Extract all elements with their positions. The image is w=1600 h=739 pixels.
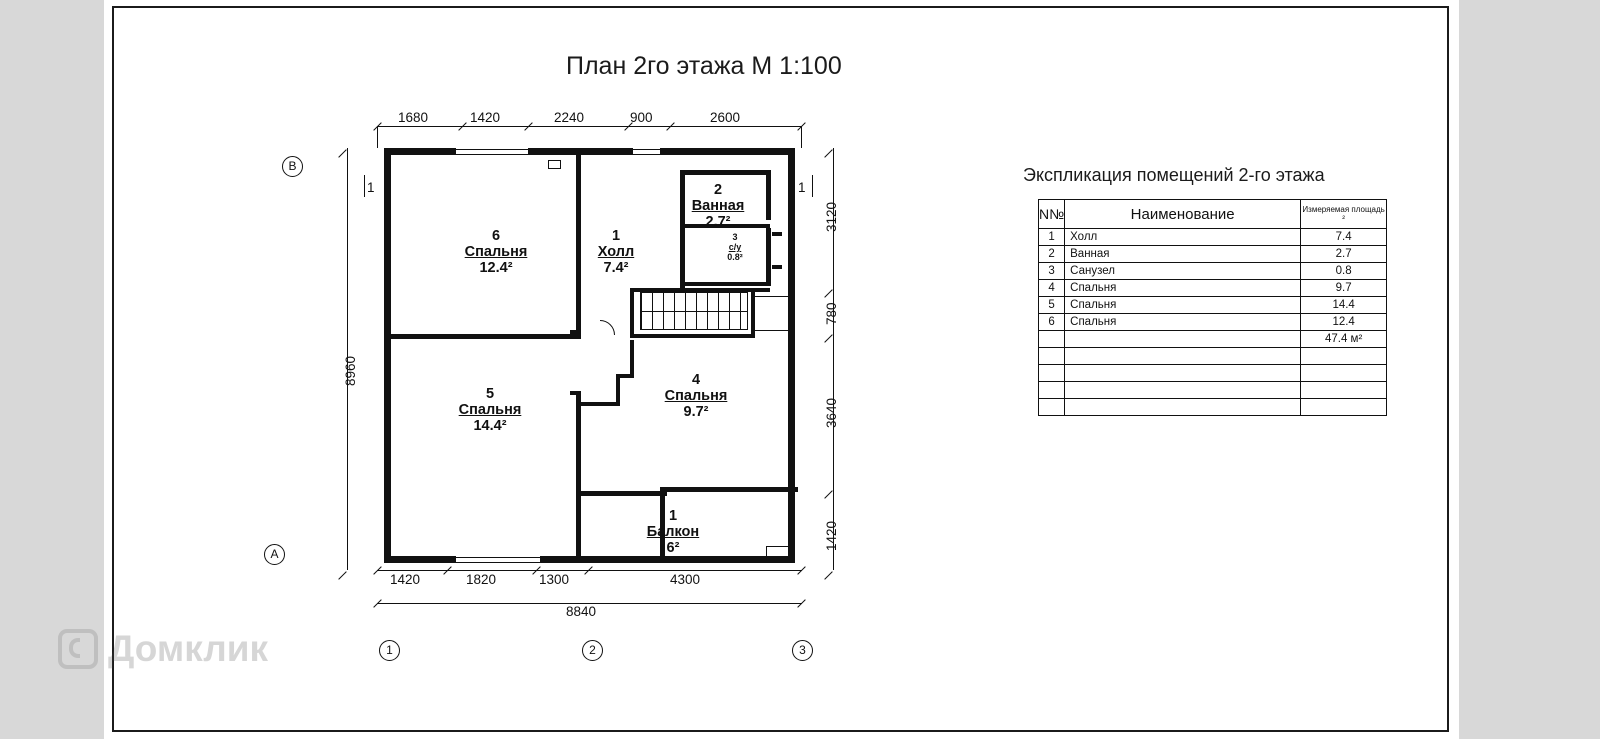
dim-overall-8960: 8960 [343, 355, 358, 386]
cell-number [1039, 348, 1065, 365]
interior-wall [663, 487, 798, 492]
cell-area [1301, 399, 1387, 416]
cell-area: 14.4 [1301, 297, 1387, 314]
window-marker [548, 160, 561, 169]
table-row [1039, 314, 1387, 331]
table-row-total [1039, 331, 1387, 348]
room-label-2-bathroom [668, 182, 768, 231]
interior-wall [576, 391, 581, 563]
cell-name [1065, 399, 1301, 416]
dim-bottom-1300: 1300 [539, 572, 570, 587]
axis-bubble-h-2: 2 [582, 640, 603, 661]
table-row [1039, 263, 1387, 280]
wall-mark-line [812, 175, 813, 197]
room-label-6 [436, 228, 556, 277]
cell-name [1065, 365, 1301, 382]
room-area: 6² [666, 540, 680, 557]
room-label-1-balcony [618, 508, 728, 557]
cell-name: Ванная [1065, 246, 1301, 263]
cell-area [1301, 365, 1387, 382]
cell-area [1301, 382, 1387, 399]
dim-bottom-1420: 1420 [390, 572, 421, 587]
cell-name: Санузел [1065, 263, 1301, 280]
cell-number: 4 [1039, 280, 1065, 297]
dim-top-900: 900 [630, 110, 653, 125]
room-number: 1 [611, 228, 621, 244]
wall-mark-left: 1 [367, 180, 375, 195]
room-number: 1 [668, 508, 678, 524]
room-area: 2.7² [705, 214, 731, 231]
room-area: 9.7² [683, 404, 709, 421]
room-name: Балкон [646, 524, 700, 541]
room-name: Холл [597, 244, 635, 261]
wall-mark-right: 1 [798, 180, 806, 195]
cell-number: 2 [1039, 246, 1065, 263]
table-header-row [1039, 200, 1387, 229]
balcony-rail [766, 546, 767, 563]
cell-area: 2.7 [1301, 246, 1387, 263]
ext-line [801, 126, 802, 148]
table-row [1039, 399, 1387, 416]
room-number: 3 [732, 232, 738, 242]
room-name: Ванная [691, 198, 745, 215]
interior-wall [663, 487, 667, 496]
dim-overall-8840: 8840 [566, 604, 597, 619]
axis-bubble-v-A: А [264, 544, 285, 565]
window-top-left [456, 149, 528, 150]
interior-wall [684, 282, 770, 286]
exterior-wall-top [660, 148, 795, 155]
interior-wall [630, 334, 755, 338]
dim-right-1420: 1420 [824, 520, 839, 551]
room-number: 5 [485, 386, 495, 402]
cell-name [1065, 382, 1301, 399]
wall-mark-line [364, 175, 365, 197]
axis-bubble-v-B: В [282, 156, 303, 177]
room-area: 0.8² [727, 252, 743, 263]
cell-number: 1 [1039, 229, 1065, 246]
dim-top-2240: 2240 [554, 110, 585, 125]
interior-wall [570, 391, 581, 395]
dim-bottom-1820: 1820 [466, 572, 497, 587]
room-name: Спальня [458, 402, 522, 419]
axis-bubble-h-1: 1 [379, 640, 400, 661]
cell-area: 9.7 [1301, 280, 1387, 297]
interior-wall [570, 330, 581, 334]
interior-wall [630, 288, 634, 338]
door-jamb [772, 265, 782, 269]
cell-number: 6 [1039, 314, 1065, 331]
room-label-5-bedroom [432, 386, 548, 435]
table-title: Экспликация помещений 2-го этажа [1023, 165, 1325, 185]
exterior-wall-right [788, 148, 795, 563]
header-area: Измеряемая площадь ² [1301, 200, 1387, 229]
room-label-1-hall [570, 228, 662, 277]
exterior-wall-left [384, 148, 391, 563]
window-bottom [456, 557, 540, 558]
door-jamb [772, 232, 782, 236]
axis-bubble-h-3: 3 [792, 640, 813, 661]
cell-name [1065, 348, 1301, 365]
stair-landing [755, 330, 789, 331]
cell-name: Холл [1065, 229, 1301, 246]
dim-bottom-4300: 4300 [670, 572, 701, 587]
explication-table [1038, 199, 1387, 416]
room-label-4-bedroom [640, 372, 752, 421]
header-name: Наименование [1065, 200, 1301, 229]
interior-wall [751, 292, 755, 338]
cell-name: Спальня [1065, 314, 1301, 331]
room-area: 14.4² [473, 418, 507, 435]
cell-number: 5 [1039, 297, 1065, 314]
header-number: N№ [1039, 200, 1065, 229]
window-top-right [633, 149, 660, 150]
cell-number [1039, 382, 1065, 399]
page-title: План 2го этажа М 1:100 [566, 52, 842, 80]
exterior-wall-bottom [384, 556, 456, 563]
watermark-label: Домклик [108, 628, 269, 669]
ext-line [377, 126, 378, 148]
cell-number [1039, 365, 1065, 382]
interior-wall [680, 170, 770, 175]
room-area: 12.4² [479, 260, 513, 277]
dim-right-3120: 3120 [824, 201, 839, 232]
cell-number [1039, 399, 1065, 416]
cell-number: 3 [1039, 263, 1065, 280]
table-row [1039, 246, 1387, 263]
cell-number [1039, 331, 1065, 348]
dim-top-2600: 2600 [710, 110, 741, 125]
exterior-wall-top [384, 148, 456, 155]
dim-top-1420: 1420 [470, 110, 501, 125]
stair-arrow [640, 311, 748, 312]
table-row [1039, 297, 1387, 314]
room-number: 6 [491, 228, 501, 244]
cell-area: 7.4 [1301, 229, 1387, 246]
domklik-logo-icon [58, 629, 98, 669]
interior-wall [630, 340, 634, 378]
interior-wall [391, 334, 581, 339]
table-row [1039, 348, 1387, 365]
window-top-right [633, 154, 660, 155]
exterior-wall-top [528, 148, 633, 155]
cell-area: 12.4 [1301, 314, 1387, 331]
table-row [1039, 382, 1387, 399]
top-dimension-line [377, 126, 802, 127]
stair-landing [755, 296, 789, 297]
window-bottom [456, 562, 540, 563]
room-number: 4 [691, 372, 701, 388]
room-area: 7.4² [603, 260, 629, 277]
room-name: с/у [728, 242, 742, 253]
dim-right-3640: 3640 [824, 397, 839, 428]
balcony-rail [766, 546, 795, 547]
table-row [1039, 229, 1387, 246]
cell-name: Спальня [1065, 280, 1301, 297]
cell-name: Спальня [1065, 297, 1301, 314]
dim-right-780: 780 [824, 302, 839, 325]
cell-total-area: 47.4 м² [1301, 331, 1387, 348]
window-top-left [456, 154, 528, 155]
room-label-3-wc [700, 232, 770, 262]
table-row [1039, 365, 1387, 382]
table-row [1039, 280, 1387, 297]
watermark [58, 628, 268, 670]
cell-name [1065, 331, 1301, 348]
interior-wall [581, 402, 620, 406]
room-name: Спальня [664, 388, 728, 405]
room-number: 2 [713, 182, 723, 198]
cell-area [1301, 348, 1387, 365]
interior-wall [581, 491, 663, 496]
cell-area: 0.8 [1301, 263, 1387, 280]
dim-top-1680: 1680 [398, 110, 429, 125]
room-name: Спальня [464, 244, 528, 261]
